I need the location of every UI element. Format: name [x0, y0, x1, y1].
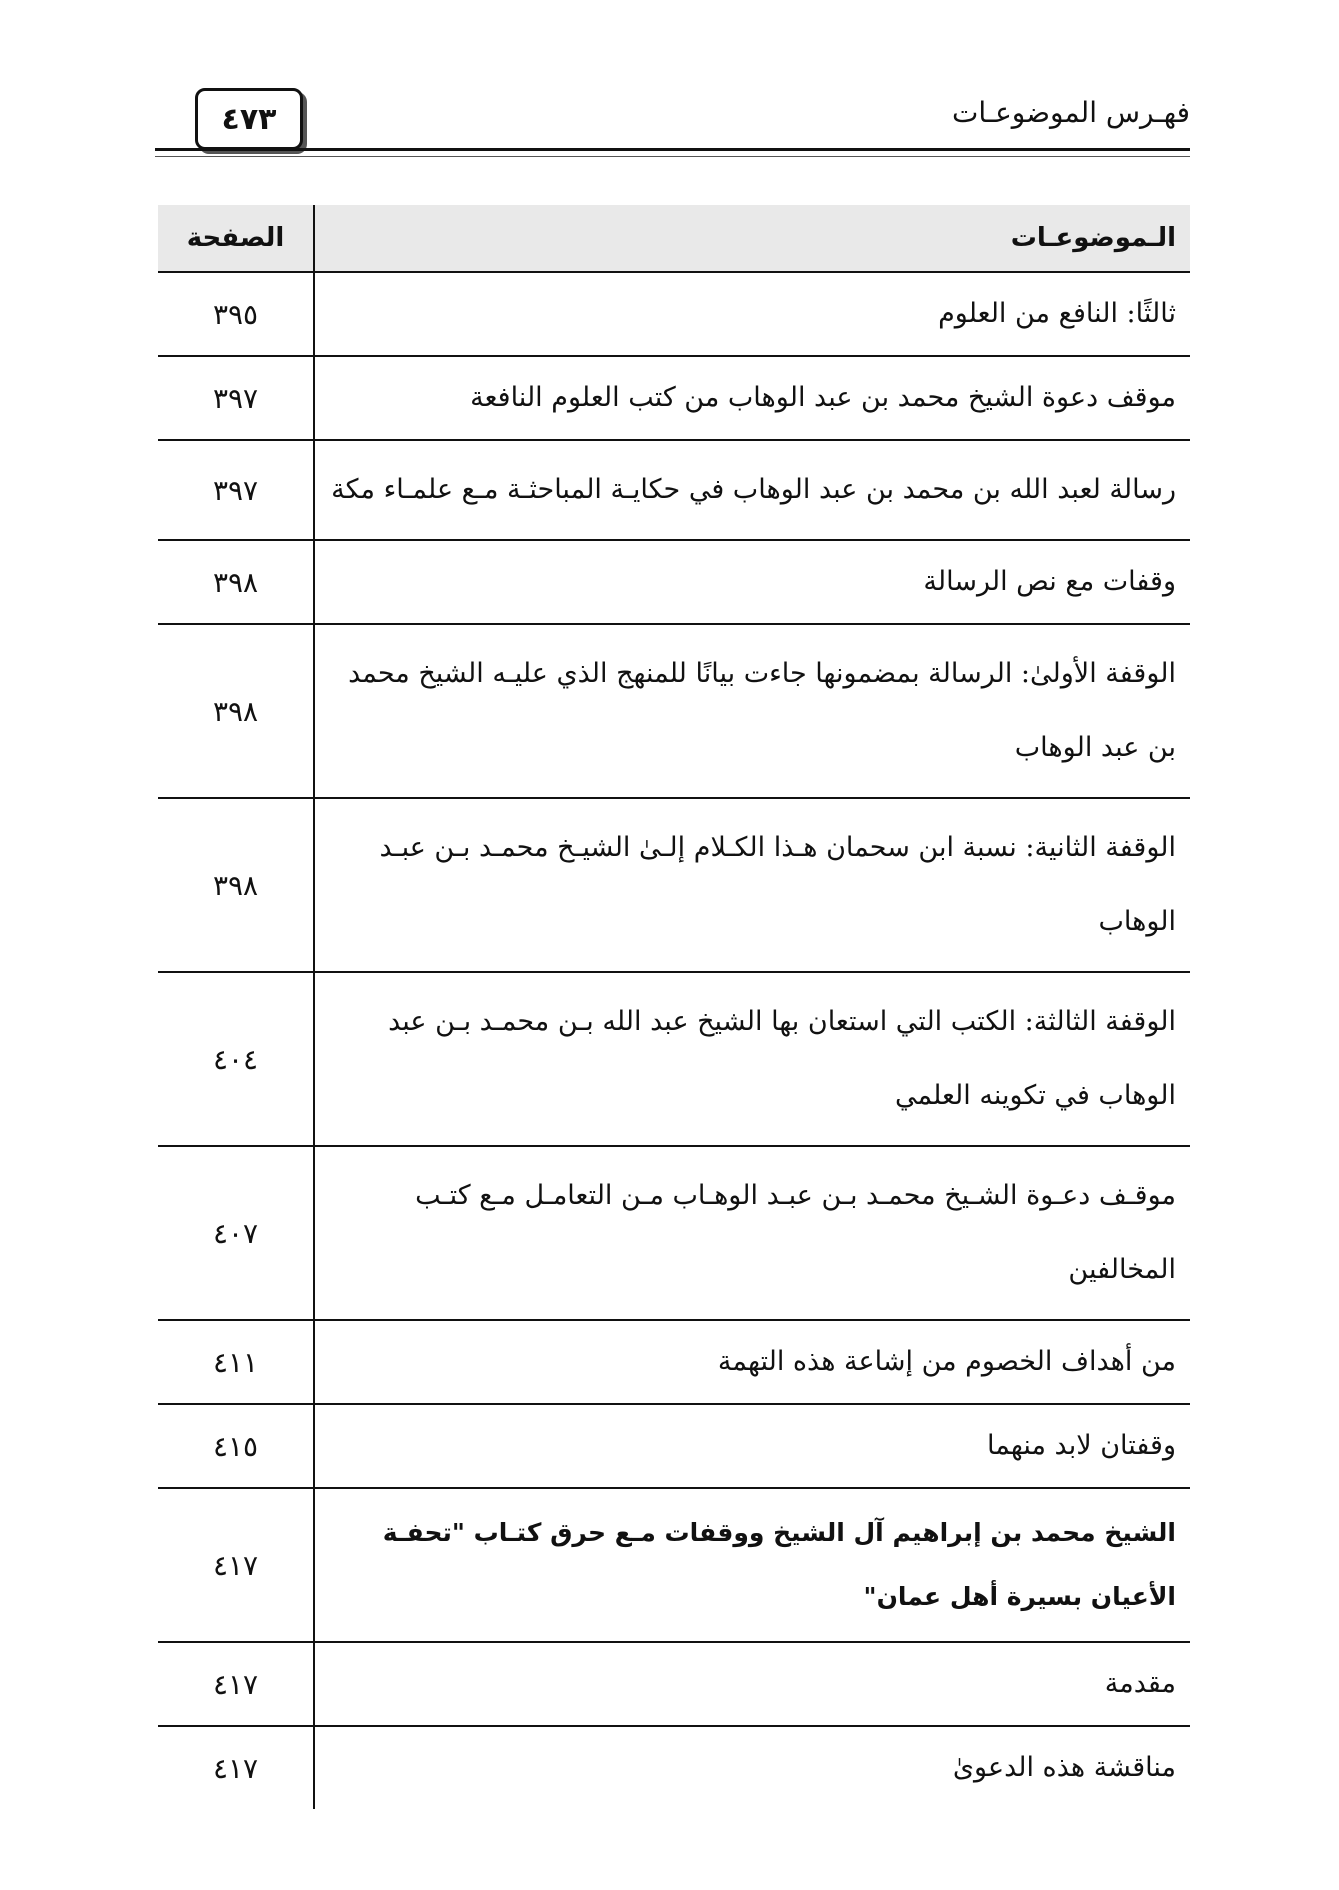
toc-topic: وقفتان لابد منهما: [987, 1430, 1176, 1461]
toc-topic: من أهداف الخصوم من إشاعة هذه التهمة: [717, 1346, 1176, 1377]
toc-page: ٤١٧: [158, 1727, 315, 1809]
toc-row: [158, 441, 1190, 541]
header-title: فهـرس الموضوعـات: [951, 96, 1190, 129]
toc-header-row: [158, 205, 1190, 273]
toc-page: ٤٠٧: [158, 1147, 315, 1319]
toc-row: [158, 541, 1190, 625]
page-number-box: [195, 88, 303, 150]
toc-page: ٣٩٨: [158, 799, 315, 971]
toc-row: [158, 273, 1190, 357]
toc-page: ٣٩٨: [158, 625, 315, 797]
toc-page: ٤١٧: [158, 1643, 315, 1725]
toc-topic: الوقفة الأولىٰ: الرسالة بمضمونها جاءت بيانًا للمنهج الذي عليـه الشيخ محمد بن عبد الوهاب: [348, 658, 1176, 763]
header-rule: [155, 148, 1190, 151]
toc-row: [158, 357, 1190, 441]
toc-row: [158, 973, 1190, 1147]
page-header: [155, 88, 1190, 158]
col-page-header: الصفحة: [158, 205, 315, 271]
toc-row: [158, 1147, 1190, 1321]
toc-topic: الشيخ محمد بن إبراهيم آل الشيخ ووقفات مـع حرق كتـاب "تحفـة الأعيان بسيرة أهل عمان": [382, 1518, 1176, 1611]
toc-page: ٣٩٥: [158, 273, 315, 355]
toc-topic: موقـف دعـوة الشـيخ محمـد بـن عبـد الوهـاب مـن التعامـل مـع كتـب المخالفين: [415, 1180, 1176, 1285]
toc-topic: الوقفة الثانية: نسبة ابن سحمان هـذا الكـلام إلـىٰ الشيـخ محمـد بـن عبـد الوهاب: [379, 832, 1176, 937]
toc-page: ٣٩٨: [158, 541, 315, 623]
col-topics-header: الـموضوعـات: [1010, 223, 1176, 253]
toc-row: [158, 799, 1190, 973]
toc-topic: مناقشة هذه الدعوىٰ: [952, 1752, 1176, 1783]
toc-row: [158, 1321, 1190, 1405]
toc-row: [158, 1727, 1190, 1809]
header-rule-thin: [155, 156, 1190, 157]
toc-topic: الوقفة الثالثة: الكتب التي استعان بها الشيخ عبد الله بـن محمـد بـن عبد الوهاب في تكوينه العلمي: [388, 1006, 1176, 1111]
toc-page: ٤١٧: [158, 1489, 315, 1641]
page-number: ٤٧٣: [221, 101, 277, 137]
toc-topic: مقدمة: [1104, 1668, 1176, 1699]
toc-page: ٣٩٧: [158, 441, 315, 539]
toc-row: [158, 1405, 1190, 1489]
toc-page: ٤٠٤: [158, 973, 315, 1145]
toc-row: [158, 1643, 1190, 1727]
toc-row: [158, 625, 1190, 799]
toc-topic: موقف دعوة الشيخ محمد بن عبد الوهاب من كتب العلوم النافعة: [470, 382, 1176, 413]
toc-topic: رسالة لعبد الله بن محمد بن عبد الوهاب في حكايـة المباحثـة مـع علمـاء مكة: [331, 474, 1176, 505]
toc-page: ٣٩٧: [158, 357, 315, 439]
toc-topic: ثالثًا: النافع من العلوم: [938, 298, 1176, 329]
toc-page: ٤١٥: [158, 1405, 315, 1487]
toc-table: [158, 205, 1190, 1809]
toc-topic: وقفات مع نص الرسالة: [923, 566, 1176, 597]
toc-page: ٤١١: [158, 1321, 315, 1403]
toc-row: [158, 1489, 1190, 1643]
